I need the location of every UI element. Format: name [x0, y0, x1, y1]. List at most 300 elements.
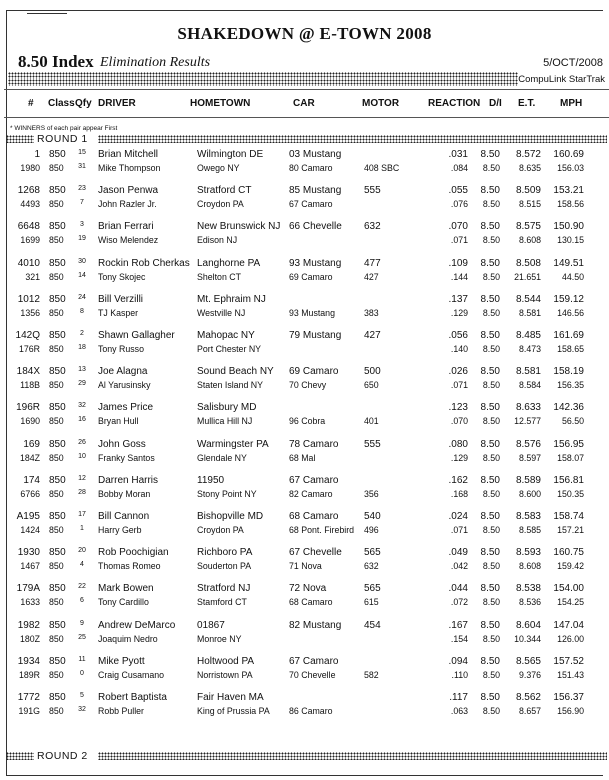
cell-di: 8.50 [482, 489, 500, 499]
cell-driver: Harry Gerb [98, 525, 142, 535]
cell-driver: Brian Mitchell [98, 149, 159, 160]
cell-car: 67 Chevelle [289, 547, 342, 558]
cell-di: 8.50 [480, 583, 500, 594]
cell-di: 8.50 [480, 330, 500, 341]
cell-qfy: 16 [78, 416, 86, 423]
cell-mph: 156.81 [553, 475, 584, 486]
cell-hometown: Croydon PA [197, 199, 244, 209]
cell-num: 1467 [20, 561, 40, 571]
cell-di: 8.50 [480, 692, 500, 703]
cell-di: 8.50 [480, 656, 500, 667]
cell-driver: Joe Alagna [98, 366, 148, 377]
cell-car: 70 Chevy [289, 380, 327, 390]
cell-num: 118B [20, 380, 40, 390]
cell-driver: Bill Cannon [98, 511, 150, 522]
cell-motor: 555 [364, 439, 381, 450]
col-header-qfy: Qfy [75, 98, 92, 109]
cell-num: 180Z [19, 634, 40, 644]
cell-cls: 850 [49, 330, 66, 341]
cell-et: 8.604 [515, 620, 541, 631]
winners-note: * WINNERS of each pair appear First [10, 125, 118, 132]
cell-driver: Andrew DeMarco [98, 620, 176, 631]
cell-num: 1934 [17, 656, 40, 667]
col-header-num: # [28, 98, 34, 109]
cell-reaction: .076 [450, 199, 468, 209]
cell-et: 8.657 [518, 706, 541, 716]
cell-di: 8.50 [482, 416, 500, 426]
cell-et: 8.515 [518, 199, 541, 209]
cell-qfy: 19 [78, 235, 86, 242]
cell-mph: 159.12 [553, 294, 584, 305]
cell-driver: Tony Cardillo [98, 597, 149, 607]
cell-reaction: .049 [448, 547, 468, 558]
col-header-car: CAR [293, 98, 315, 109]
cell-mph: 126.00 [557, 634, 584, 644]
cell-qfy: 8 [80, 308, 84, 315]
cell-mph: 158.74 [553, 511, 584, 522]
cell-cls: 850 [49, 235, 64, 245]
cell-num: 174 [23, 475, 40, 486]
cell-num: 1982 [17, 620, 40, 631]
cell-motor: 408 SBC [364, 163, 400, 173]
cell-hometown: Stony Point NY [197, 489, 257, 499]
cell-cls: 850 [49, 525, 64, 535]
cell-qfy: 0 [80, 670, 84, 677]
cell-hometown: Langhorne PA [197, 258, 261, 269]
cell-reaction: .168 [450, 489, 468, 499]
cell-di: 8.50 [482, 235, 500, 245]
cell-et: 8.485 [515, 330, 541, 341]
cell-reaction: .167 [448, 620, 468, 631]
cell-reaction: .044 [448, 583, 468, 594]
cell-driver: Robb Puller [98, 706, 144, 716]
col-header-hometown: HOMETOWN [190, 98, 251, 109]
cell-et: 8.544 [515, 294, 541, 305]
page-edge-mark [27, 13, 67, 14]
cell-di: 8.50 [480, 366, 500, 377]
cell-mph: 160.69 [553, 149, 584, 160]
cell-di: 8.50 [480, 221, 500, 232]
cell-hometown: Stamford CT [197, 597, 247, 607]
col-header-motor: MOTOR [362, 98, 400, 109]
cell-mph: 150.90 [553, 221, 584, 232]
dotted-rule [8, 79, 518, 86]
cell-motor: 555 [364, 185, 381, 196]
cell-motor: 650 [364, 380, 379, 390]
cell-mph: 154.25 [557, 597, 584, 607]
cell-num: 1633 [20, 597, 40, 607]
cell-et: 8.572 [515, 149, 541, 160]
cell-motor: 500 [364, 366, 381, 377]
cell-qfy: 22 [78, 583, 86, 590]
cell-hometown: New Brunswick NJ [197, 221, 281, 232]
cell-cls: 850 [49, 185, 66, 196]
cell-di: 8.50 [482, 380, 500, 390]
cell-num: 142Q [15, 330, 40, 341]
cell-et: 8.473 [518, 344, 541, 354]
cell-num: 321 [25, 272, 40, 282]
cell-car: 68 Pont. Firebird [289, 525, 355, 535]
cell-di: 8.50 [480, 149, 500, 160]
cell-driver: Bobby Moran [98, 489, 151, 499]
cell-cls: 850 [49, 366, 66, 377]
cell-et: 8.589 [515, 475, 541, 486]
cell-di: 8.50 [482, 634, 500, 644]
cell-cls: 850 [49, 511, 66, 522]
cell-driver: Tony Russo [98, 344, 144, 354]
cell-cls: 850 [49, 199, 64, 209]
cell-motor: 477 [364, 258, 381, 269]
cell-di: 8.50 [480, 547, 500, 558]
cell-hometown: Bishopville MD [197, 511, 264, 522]
cell-hometown: Mahopac NY [197, 330, 255, 341]
cell-driver: Tony Skojec [98, 272, 146, 282]
cell-hometown: Souderton PA [197, 561, 252, 571]
cell-reaction: .026 [448, 366, 468, 377]
cell-car: 93 Mustang [289, 258, 342, 269]
cell-hometown: Mt. Ephraim NJ [197, 294, 266, 305]
cell-et: 8.608 [518, 561, 541, 571]
cell-driver: TJ Kasper [98, 308, 139, 318]
cell-car: 96 Cobra [289, 416, 326, 426]
cell-cls: 850 [49, 620, 66, 631]
cell-car: 68 Camaro [289, 511, 339, 522]
cell-motor: 540 [364, 511, 381, 522]
cell-et: 9.376 [518, 670, 541, 680]
cell-hometown: Richboro PA [197, 547, 253, 558]
cell-mph: 44.50 [561, 272, 584, 282]
cell-di: 8.50 [480, 402, 500, 413]
cell-car: 67 Camaro [289, 475, 339, 486]
cell-di: 8.50 [480, 511, 500, 522]
cell-motor: 356 [364, 489, 379, 499]
cell-qfy: 23 [78, 185, 86, 192]
cell-motor: 565 [364, 583, 381, 594]
cell-cls: 850 [49, 308, 64, 318]
cell-cls: 850 [49, 656, 66, 667]
cell-di: 8.50 [482, 308, 500, 318]
cell-num: 189R [18, 670, 40, 680]
cell-car: 67 Camaro [289, 656, 339, 667]
cell-cls: 850 [49, 489, 64, 499]
cell-hometown: Norristown PA [197, 670, 253, 680]
cell-qfy: 26 [78, 439, 86, 446]
cell-reaction: .137 [448, 294, 468, 305]
round-1-label: ROUND 1 [37, 133, 88, 145]
cell-motor: 427 [364, 330, 381, 341]
cell-di: 8.50 [480, 258, 500, 269]
cell-qfy: 20 [78, 547, 86, 554]
cell-mph: 156.90 [557, 706, 584, 716]
cell-driver: Bill Verzilli [98, 294, 144, 305]
cell-cls: 850 [49, 475, 66, 486]
cell-car: 71 Nova [289, 561, 322, 571]
cell-di: 8.50 [482, 525, 500, 535]
cell-qfy: 1 [80, 525, 84, 532]
cell-driver: John Goss [98, 439, 146, 450]
cell-reaction: .070 [448, 221, 468, 232]
cell-motor: 565 [364, 547, 381, 558]
cell-di: 8.50 [482, 344, 500, 354]
cell-hometown: Wilmington DE [197, 149, 264, 160]
cell-car: 78 Camaro [289, 439, 339, 450]
cell-reaction: .084 [450, 163, 468, 173]
cell-qfy: 17 [78, 511, 86, 518]
cell-driver: Shawn Gallagher [98, 330, 175, 341]
cell-hometown: Stratford CT [197, 185, 252, 196]
cell-qfy: 32 [78, 706, 86, 713]
cell-reaction: .031 [448, 149, 468, 160]
cell-mph: 158.07 [557, 453, 584, 463]
cell-mph: 151.43 [557, 670, 584, 680]
cell-num: 6648 [17, 221, 40, 232]
cell-mph: 156.37 [553, 692, 584, 703]
dotted-rule [98, 752, 607, 760]
cell-hometown: Fair Haven MA [197, 692, 264, 703]
cell-driver: Craig Cusamano [98, 670, 165, 680]
cell-motor: 632 [364, 561, 379, 571]
cell-driver: John Razler Jr. [98, 199, 157, 209]
round-1-bar [4, 133, 609, 145]
cell-reaction: .071 [450, 525, 468, 535]
cell-motor: 383 [364, 308, 379, 318]
cell-mph: 156.35 [557, 380, 584, 390]
cell-mph: 149.51 [553, 258, 584, 269]
cell-hometown: Croydon PA [197, 525, 244, 535]
cell-qfy: 18 [78, 344, 86, 351]
cell-mph: 156.95 [553, 439, 584, 450]
cell-qfy: 32 [78, 402, 86, 409]
cell-di: 8.50 [482, 706, 500, 716]
cell-car: 68 Mal [289, 453, 316, 463]
cell-mph: 150.35 [557, 489, 584, 499]
cell-driver: Al Yarusinsky [98, 380, 151, 390]
cell-hometown: 11950 [197, 475, 225, 486]
cell-motor: 454 [364, 620, 381, 631]
cell-num: 1424 [20, 525, 40, 535]
cell-hometown: 01867 [197, 620, 225, 631]
cell-qfy: 11 [78, 656, 86, 663]
cell-qfy: 3 [80, 221, 84, 228]
cell-di: 8.50 [482, 670, 500, 680]
cell-mph: 158.19 [553, 366, 584, 377]
cell-motor: 496 [364, 525, 379, 535]
col-header-driver: DRIVER [98, 98, 136, 109]
cell-driver: Rockin Rob Cherkas [98, 258, 190, 269]
cell-num: 176R [18, 344, 40, 354]
cell-mph: 157.52 [553, 656, 584, 667]
cell-et: 8.581 [518, 308, 541, 318]
cell-et: 21.651 [514, 272, 541, 282]
cell-et: 8.508 [515, 258, 541, 269]
cell-mph: 158.56 [557, 199, 584, 209]
cell-di: 8.50 [480, 475, 500, 486]
cell-qfy: 28 [78, 489, 86, 496]
cell-cls: 850 [49, 439, 66, 450]
timing-system: CompuLink StarTrak [518, 74, 605, 85]
cell-car: 68 Camaro [289, 597, 333, 607]
cell-di: 8.50 [482, 597, 500, 607]
cell-et: 8.584 [518, 380, 541, 390]
cell-qfy: 31 [78, 163, 86, 170]
cell-reaction: .140 [450, 344, 468, 354]
cell-cls: 850 [49, 583, 66, 594]
cell-cls: 850 [49, 634, 64, 644]
cell-reaction: .094 [448, 656, 468, 667]
cell-et: 8.536 [518, 597, 541, 607]
cell-qfy: 24 [78, 294, 86, 301]
cell-hometown: Holtwood PA [197, 656, 255, 667]
cell-num: 4010 [17, 258, 40, 269]
cell-mph: 161.69 [553, 330, 584, 341]
cell-reaction: .071 [450, 235, 468, 245]
cell-reaction: .109 [448, 258, 468, 269]
cell-qfy: 14 [78, 272, 86, 279]
cell-cls: 850 [49, 163, 64, 173]
cell-driver: Franky Santos [98, 453, 155, 463]
cell-driver: Mike Pyott [98, 656, 145, 667]
cell-num: 179A [16, 583, 40, 594]
cell-motor: 615 [364, 597, 379, 607]
cell-cls: 850 [49, 561, 64, 571]
cell-cls: 850 [49, 258, 66, 269]
cell-reaction: .162 [448, 475, 468, 486]
cell-qfy: 5 [80, 692, 84, 699]
cell-num: 1 [34, 149, 40, 160]
cell-driver: Robert Baptista [98, 692, 167, 703]
cell-motor: 401 [364, 416, 379, 426]
cell-mph: 142.36 [553, 402, 584, 413]
cell-hometown: Owego NY [197, 163, 240, 173]
round-2-label: ROUND 2 [37, 750, 88, 762]
cell-reaction: .055 [448, 185, 468, 196]
cell-hometown: Glendale NY [197, 453, 247, 463]
cell-et: 8.575 [515, 221, 541, 232]
cell-driver: Rob Poochigian [98, 547, 169, 558]
index-class: 8.50 Index [18, 52, 94, 71]
cell-num: A195 [16, 511, 40, 522]
cell-motor: 427 [364, 272, 379, 282]
cell-num: 169 [23, 439, 40, 450]
cell-reaction: .080 [448, 439, 468, 450]
cell-reaction: .144 [450, 272, 468, 282]
cell-hometown: Stratford NJ [197, 583, 251, 594]
cell-hometown: Shelton CT [197, 272, 242, 282]
cell-qfy: 7 [80, 199, 84, 206]
cell-car: 67 Camaro [289, 199, 333, 209]
cell-cls: 850 [49, 416, 64, 426]
cell-et: 8.585 [518, 525, 541, 535]
cell-et: 8.583 [515, 511, 541, 522]
cell-reaction: .154 [450, 634, 468, 644]
cell-hometown: Mullica Hill NJ [197, 416, 253, 426]
cell-mph: 146.56 [557, 308, 584, 318]
cell-num: 1268 [17, 185, 40, 196]
cell-et: 8.635 [518, 163, 541, 173]
cell-qfy: 4 [80, 561, 84, 568]
cell-mph: 157.21 [557, 525, 584, 535]
cell-hometown: Monroe NY [197, 634, 242, 644]
cell-hometown: King of Prussia PA [197, 706, 270, 716]
cell-mph: 56.50 [561, 416, 584, 426]
cell-num: 1980 [20, 163, 40, 173]
cell-driver: Mark Bowen [98, 583, 154, 594]
col-header-di: D/I [489, 98, 502, 109]
cell-reaction: .063 [450, 706, 468, 716]
cell-mph: 159.42 [557, 561, 584, 571]
cell-cls: 850 [49, 453, 64, 463]
cell-qfy: 13 [78, 366, 86, 373]
cell-car: 93 Mustang [289, 308, 335, 318]
cell-di: 8.50 [480, 185, 500, 196]
dotted-rule [6, 752, 34, 760]
cell-cls: 850 [49, 670, 64, 680]
cell-et: 8.608 [518, 235, 541, 245]
cell-et: 8.581 [515, 366, 541, 377]
header-divider [4, 117, 609, 118]
cell-hometown: Port Chester NY [197, 344, 262, 354]
col-header-mph: MPH [560, 98, 583, 109]
cell-reaction: .129 [450, 308, 468, 318]
cell-driver: James Price [98, 402, 154, 413]
cell-car: 69 Camaro [289, 366, 339, 377]
cell-driver: Mike Thompson [98, 163, 161, 173]
cell-motor: 582 [364, 670, 379, 680]
cell-di: 8.50 [480, 620, 500, 631]
cell-mph: 147.04 [553, 620, 584, 631]
cell-reaction: .110 [451, 670, 468, 680]
cell-et: 8.538 [515, 583, 541, 594]
cell-di: 8.50 [482, 272, 500, 282]
cell-mph: 154.00 [553, 583, 584, 594]
cell-qfy: 2 [80, 330, 84, 337]
cell-et: 8.633 [515, 402, 541, 413]
cell-et: 8.576 [515, 439, 541, 450]
cell-reaction: .070 [450, 416, 468, 426]
cell-et: 10.344 [514, 634, 541, 644]
col-header-reaction: REACTION [428, 98, 481, 109]
col-header-et: E.T. [518, 98, 536, 109]
cell-et: 8.562 [515, 692, 541, 703]
cell-driver: Bryan Hull [98, 416, 139, 426]
cell-cls: 850 [49, 692, 66, 703]
cell-qfy: 12 [78, 475, 86, 482]
cell-car: 80 Camaro [289, 163, 333, 173]
cell-mph: 153.21 [553, 185, 584, 196]
cell-di: 8.50 [482, 561, 500, 571]
results-subtitle: Elimination Results [100, 55, 211, 70]
cell-num: 1699 [20, 235, 40, 245]
cell-num: 1012 [17, 294, 40, 305]
cell-num: 1690 [20, 416, 40, 426]
cell-hometown: Staten Island NY [197, 380, 264, 390]
cell-car: 82 Mustang [289, 620, 342, 631]
cell-et: 8.600 [518, 489, 541, 499]
cell-qfy: 29 [78, 380, 86, 387]
cell-driver: Jason Penwa [98, 185, 159, 196]
cell-qfy: 15 [78, 149, 86, 156]
cell-hometown: Edison NJ [197, 235, 238, 245]
cell-et: 8.593 [515, 547, 541, 558]
cell-hometown: Salisbury MD [197, 402, 257, 413]
cell-car: 86 Camaro [289, 706, 333, 716]
cell-num: 196R [16, 402, 40, 413]
cell-di: 8.50 [482, 163, 500, 173]
cell-cls: 850 [49, 294, 66, 305]
cell-num: 1356 [20, 308, 40, 318]
cell-di: 8.50 [480, 294, 500, 305]
dotted-rule [8, 72, 518, 79]
